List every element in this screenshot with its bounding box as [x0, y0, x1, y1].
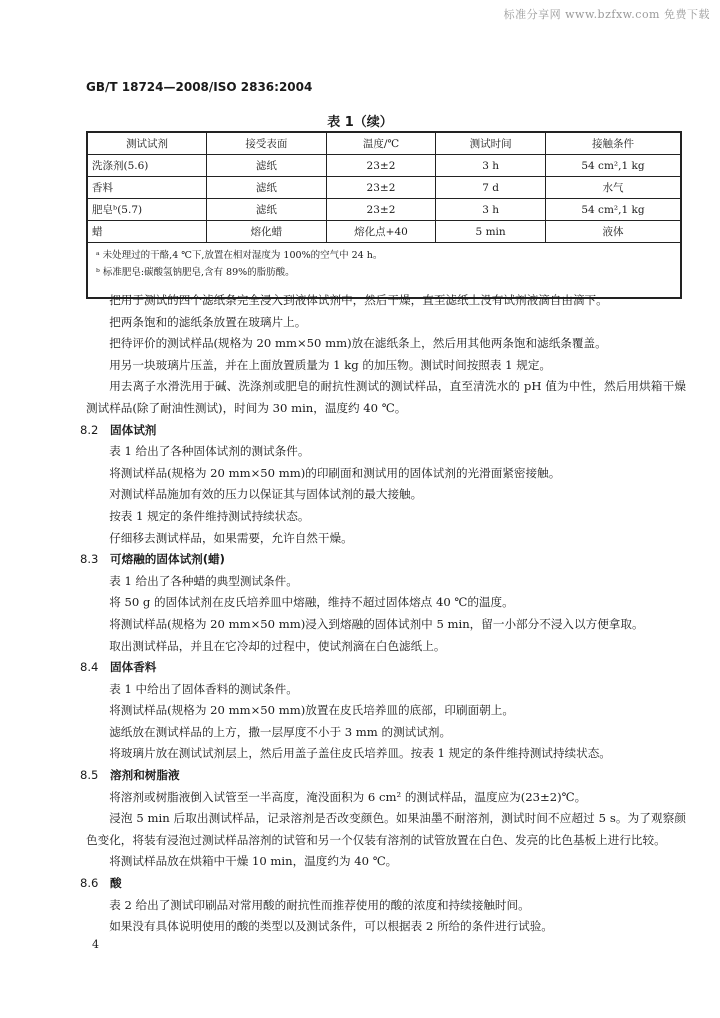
watermark: 标准分享网 www.bzfxw.com 免费下载: [503, 8, 710, 21]
paragraph: 按表 1 规定的条件维持测试持续状态。: [109, 508, 310, 523]
table-cell: 洗涤剂(5.6): [87, 155, 207, 177]
table-cell: 5 min: [436, 221, 546, 243]
section-number: 8.4: [80, 660, 99, 675]
paragraph: 如果没有具体说明使用的酸的类型以及测试条件，可以根据表 2 所给的条件进行试验。: [109, 919, 553, 934]
paragraph: 表 1 中给出了固体香料的测试条件。: [109, 681, 298, 696]
table-cell: 23±2: [326, 199, 436, 221]
paragraph: 表 1 给出了各种蜡的典型测试条件。: [109, 573, 298, 588]
table-row: [87, 177, 681, 199]
table-cell: 3 h: [436, 155, 546, 177]
paragraph: 用去离子水滑洗用于碱、洗涤剂或肥皂的耐抗性测试的测试样品，直至清洗水的 pH 值为中性，然后用烘箱干燥测试样品(除了耐油性测试)，时间为 30 min，温度约 40 ℃。: [86, 379, 686, 415]
table-cell: 肥皂ᵇ(5.7): [87, 199, 207, 221]
paragraph: 将测试样品(规格为 20 mm×50 mm)的印刷面和测试用的固体试剂的光滑面紧密接触。: [109, 465, 561, 480]
table-cell: 23±2: [326, 155, 436, 177]
test-conditions-table: [86, 131, 682, 299]
paragraph: 用另一块玻璃片压盖，并在上面放置质量为 1 kg 的加压物。测试时间按照表 1 规定。: [109, 357, 552, 372]
section-number: 8.6: [80, 876, 99, 891]
section-title: 固体香料: [110, 660, 157, 675]
table-cell: 54 cm²,1 kg: [545, 155, 681, 177]
paragraph: 把待评价的测试样品(规格为 20 mm×50 mm)放在滤纸条上，然后用其他两条饱和滤纸条覆盖。: [109, 336, 607, 351]
section-heading-8-3: [80, 549, 686, 571]
section-title: 可熔融的固体试剂(蜡): [110, 552, 225, 567]
table-cell: 3 h: [436, 199, 546, 221]
document-body: [80, 290, 686, 938]
paragraph: 将测试样品放在烘箱中干燥 10 min，温度约为 40 ℃。: [109, 854, 398, 869]
table-cell: 滤纸: [207, 199, 327, 221]
table-cell: 香料: [87, 177, 207, 199]
section-title: 酸: [110, 876, 122, 891]
standard-code: GB/T 18724—2008/ISO 2836:2004: [86, 80, 313, 94]
table-cell: 54 cm²,1 kg: [545, 199, 681, 221]
section-number: 8.2: [80, 422, 99, 437]
table-header-row: [87, 132, 681, 155]
section-heading-8-2: [80, 420, 686, 442]
paragraph: 将玻璃片放在测试试剂层上，然后用盖子盖住皮氏培养皿。按表 1 规定的条件维持测试持续状态。: [109, 746, 611, 761]
paragraph: 浸泡 5 min 后取出测试样品，记录溶剂是否改变颜色。如果油墨不耐溶剂，测试时间不应超过 5 s。为了观察颜色变化，将装有浸泡过测试样品溶剂的试管和另一个仅装有溶剂的试管放置在白色、发亮的比色基板上进行比较。: [86, 811, 686, 847]
table-cell: 水气: [545, 177, 681, 199]
table-row: [87, 221, 681, 243]
table-cell: 23±2: [326, 177, 436, 199]
header-surface: 接受表面: [207, 132, 327, 155]
table-row: [87, 199, 681, 221]
table-cell: 液体: [545, 221, 681, 243]
paragraph: 把两条饱和的滤纸条放置在玻璃片上。: [109, 314, 307, 329]
section-title: 溶剂和树脂液: [110, 768, 180, 783]
header-contact: 接触条件: [545, 132, 681, 155]
header-temperature: 温度/℃: [326, 132, 436, 155]
section-number: 8.5: [80, 768, 99, 783]
table-cell: 7 d: [436, 177, 546, 199]
table-cell: 滤纸: [207, 155, 327, 177]
paragraph: 对测试样品施加有效的压力以保证其与固体试剂的最大接触。: [109, 487, 423, 502]
section-heading-8-4: [80, 657, 686, 679]
section-number: 8.3: [80, 552, 99, 567]
paragraph: 将溶剂或树脂液倒入试管至一半高度，淹没面积为 6 cm² 的测试样品，温度应为(23±2)℃。: [109, 789, 587, 804]
paragraph: 将 50 g 的固体试剂在皮氏培养皿中熔融，维持不超过固体熔点 40 ℃的温度。: [109, 595, 514, 610]
paragraph: 将测试样品(规格为 20 mm×50 mm)放置在皮氏培养皿的底部，印刷面朝上。: [109, 703, 514, 718]
table-caption: 表 1（续）: [327, 115, 393, 130]
table-row: [87, 155, 681, 177]
footnote-a: ᵃ 未处理过的干酪,4 ℃下,放置在相对湿度为 100%的空气中 24 h。: [96, 250, 383, 261]
section-heading-8-5: [80, 765, 686, 787]
footnote-b: ᵇ 标准肥皂:碳酸氢钠肥皂,含有 89%的脂肪酸。: [96, 267, 295, 278]
paragraph: 把用于测试的四个滤纸条完全浸入到液体试剂中，然后干燥，直至滤纸上没有试剂液滴自由滴下。: [109, 293, 608, 307]
table-cell: 熔化蜡: [207, 221, 327, 243]
table-cell: 熔化点+40: [326, 221, 436, 243]
header-time: 测试时间: [436, 132, 546, 155]
header-reagent: 测试试剂: [87, 132, 207, 155]
section-title: 固体试剂: [110, 422, 157, 437]
paragraph: 表 1 给出了各种固体试剂的测试条件。: [109, 444, 310, 459]
table-cell: 滤纸: [207, 177, 327, 199]
page-number: 4: [92, 938, 99, 951]
paragraph: 将测试样品(规格为 20 mm×50 mm)浸入到熔融的固体试剂中 5 min，留一小部分不浸入以方便拿取。: [109, 616, 644, 631]
paragraph: 取出测试样品，并且在它冷却的过程中，使试剂滴在白色滤纸上。: [109, 638, 446, 653]
paragraph: 滤纸放在测试样品的上方，撒一层厚度不小于 3 mm 的测试试剂。: [109, 724, 452, 739]
paragraph: 表 2 给出了测试印刷品对常用酸的耐抗性而推荐使用的酸的浓度和持续接触时间。: [109, 897, 530, 912]
paragraph: 仔细移去测试样品，如果需要，允许自然干燥。: [109, 530, 353, 545]
section-heading-8-6: [80, 873, 686, 895]
table-cell: 蜡: [87, 221, 207, 243]
